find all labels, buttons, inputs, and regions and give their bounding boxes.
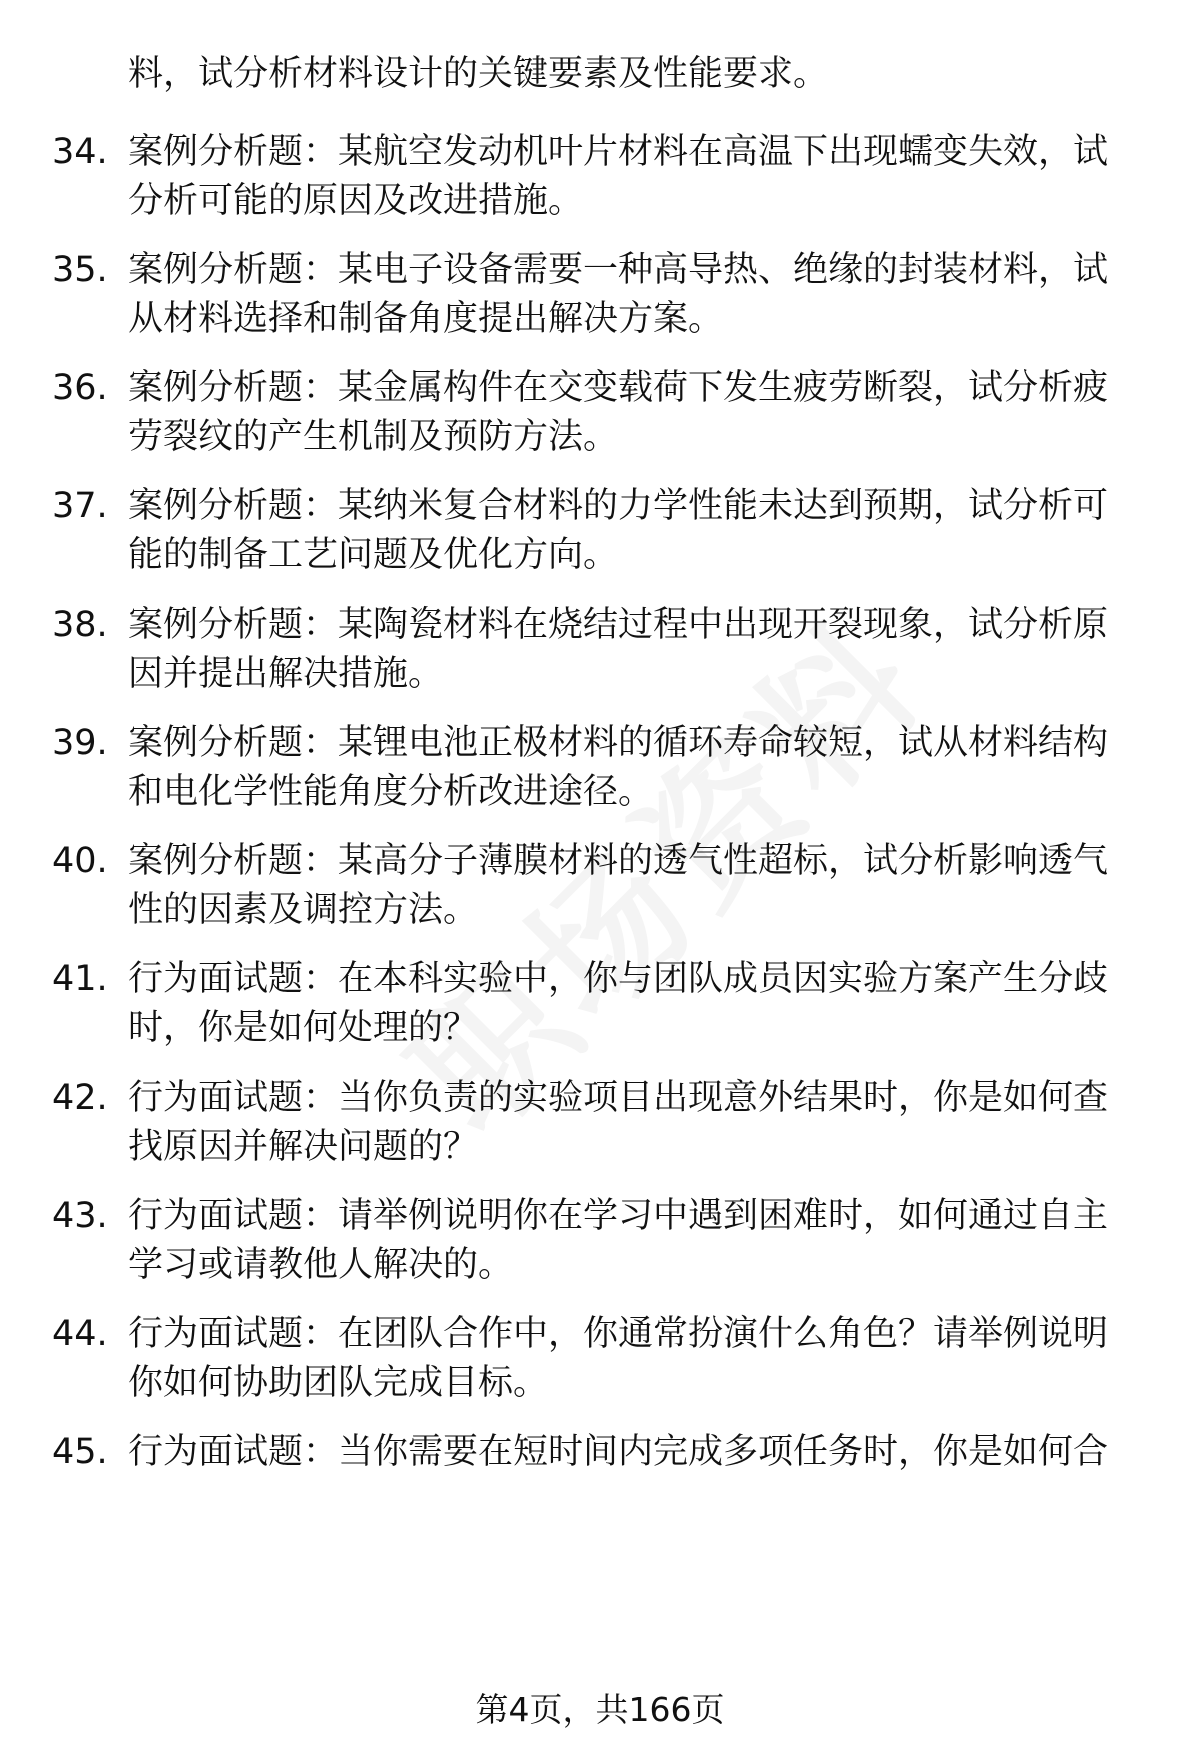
question-text: 案例分析题：某高分子薄膜材料的透气性超标，试分析影响透气性的因素及调控方法。: [128, 841, 1109, 930]
question-text: 案例分析题：某纳米复合材料的力学性能未达到预期，试分析可能的制备工艺问题及优化方向。: [128, 486, 1109, 575]
question-number: 38.: [52, 605, 108, 645]
question-text: 行为面试题：当你需要在短时间内完成多项任务时，你是如何合: [128, 1432, 1109, 1472]
question-number: 45.: [52, 1432, 108, 1472]
question-number: 40.: [52, 841, 108, 881]
question-text: 案例分析题：某锂电池正极材料的循环寿命较短，试从材料结构和电化学性能角度分析改进途径。: [128, 723, 1109, 812]
question-text: 案例分析题：某航空发动机叶片材料在高温下出现蠕变失效，试分析可能的原因及改进措施。: [128, 132, 1109, 221]
question-number: 37.: [52, 486, 108, 526]
question-number: 42.: [52, 1078, 108, 1118]
page-footer: 第4页，共166页: [475, 1690, 725, 1729]
question-text: 案例分析题：某金属构件在交变载荷下发生疲劳断裂，试分析疲劳裂纹的产生机制及预防方法。: [128, 368, 1109, 457]
question-number: 36.: [52, 368, 108, 408]
question-number: 34.: [52, 132, 108, 172]
question-text: 行为面试题：在本科实验中，你与团队成员因实验方案产生分歧时，你是如何处理的？: [128, 959, 1109, 1048]
question-text: 行为面试题：在团队合作中，你通常扮演什么角色？请举例说明你如何协助团队完成目标。: [128, 1314, 1109, 1403]
question-number: 44.: [52, 1314, 108, 1354]
continuation-text: 料，试分析材料设计的关键要素及性能要求。: [128, 54, 829, 94]
question-number: 35.: [52, 250, 108, 290]
question-text: 行为面试题：当你负责的实验项目出现意外结果时，你是如何查找原因并解决问题的？: [128, 1078, 1109, 1167]
question-number: 39.: [52, 723, 108, 763]
question-text: 行为面试题：请举例说明你在学习中遇到困难时，如何通过自主学习或请教他人解决的。: [128, 1196, 1109, 1285]
question-text: 案例分析题：某陶瓷材料在烧结过程中出现开裂现象，试分析原因并提出解决措施。: [128, 605, 1109, 694]
question-number: 41.: [52, 959, 108, 999]
question-number: 43.: [52, 1196, 108, 1236]
question-text: 案例分析题：某电子设备需要一种高导热、绝缘的封装材料，试从材料选择和制备角度提出解决方案。: [128, 250, 1109, 339]
